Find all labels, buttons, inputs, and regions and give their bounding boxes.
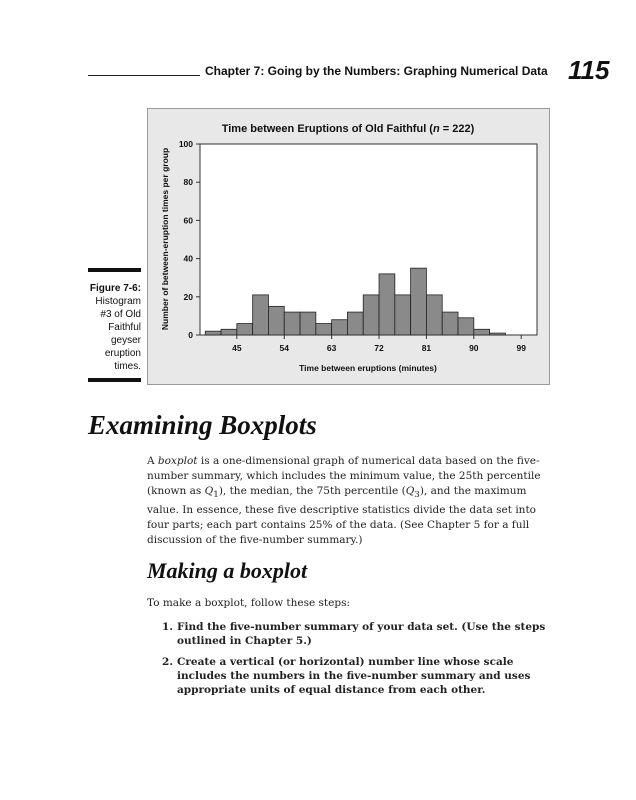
x-tick-label: 45 <box>232 343 242 353</box>
y-tick-label: 60 <box>183 215 193 226</box>
caption-line: #3 of Old <box>100 309 141 320</box>
y-tick-label: 0 <box>188 330 193 340</box>
x-tick-label: 54 <box>279 343 289 353</box>
histogram-bar <box>379 274 395 335</box>
caption-line: eruption <box>104 348 141 359</box>
histogram-bar <box>411 268 427 335</box>
caption-line: Faithful <box>108 322 141 333</box>
histogram-bar <box>332 320 348 335</box>
x-tick-label: 63 <box>326 343 337 353</box>
x-tick-label: 72 <box>374 343 384 353</box>
histogram-bar <box>490 333 506 335</box>
histogram-bar <box>300 312 316 335</box>
x-axis-label: Time between eruptions (minutes) <box>299 363 437 373</box>
step-text: Find the five-number summary of your data set. (Use the steps outlined in Chapter 5.) <box>177 621 546 647</box>
histogram-bar <box>395 295 411 335</box>
histogram-bar <box>237 324 253 335</box>
figure-label: Figure 7-6: <box>89 283 141 294</box>
section-heading: Examining Boxplots <box>88 410 317 440</box>
steps-list <box>147 620 552 704</box>
histogram-bar <box>426 295 442 335</box>
y-tick-label: 100 <box>178 139 193 149</box>
y-tick-label: 80 <box>183 177 193 188</box>
step-item <box>147 655 552 697</box>
chart-title: Time between Eruptions of Old Faithful (n = 222) <box>221 123 475 135</box>
step-item <box>147 620 552 648</box>
figure-caption <box>70 282 141 373</box>
histogram-bar <box>205 331 221 335</box>
histogram-bar <box>458 318 474 335</box>
boxplot-definition-paragraph: A boxplot is a one-dimensional graph of numerical data based on the five-number summary, which includes the minimum value, the 25th percentile (known as $Q_1$), the median, the 75th percentile $(Q_3)$, and the maximum value. In essence, these five descriptive statistics divide the data set into four parts; each part contains 25% of the data. (See Chapter 5 for a full discussion of the five-number summary.) <box>147 455 541 547</box>
y-tick-label: 20 <box>183 291 193 302</box>
caption-bottom-bar <box>88 378 141 382</box>
histogram-bar <box>316 324 332 335</box>
page-number: 115 <box>568 55 610 85</box>
x-tick-label: 99 <box>516 343 526 353</box>
histogram-bar <box>268 306 284 335</box>
y-tick-label: 40 <box>183 253 193 264</box>
caption-top-bar <box>88 268 141 272</box>
caption-line: times. <box>114 361 141 372</box>
step-number: 2. <box>162 656 173 668</box>
header-rule <box>88 75 200 76</box>
subsection-heading: Making a boxplot <box>147 558 308 583</box>
histogram-bar <box>474 329 490 335</box>
histogram-bar <box>253 295 269 335</box>
running-header-title: Chapter 7: Going by the Numbers: Graphing Numerical Data <box>205 64 548 78</box>
histogram-chart <box>148 109 549 384</box>
caption-line: Histogram <box>95 296 141 307</box>
histogram-bar <box>442 312 458 335</box>
x-tick-label: 81 <box>421 343 432 353</box>
x-tick-label: 90 <box>469 343 479 353</box>
steps-intro: To make a boxplot, follow these steps: <box>147 597 351 609</box>
histogram-bar <box>284 312 300 335</box>
histogram-figure <box>147 108 550 385</box>
y-axis-label: Number of between-eruption times per group <box>160 147 170 331</box>
caption-line: geyser <box>110 335 141 346</box>
step-text: Create a vertical (or horizontal) number line whose scale includes the numbers in the five-number summary and uses appropriate units of equal distance from each other. <box>177 656 531 696</box>
histogram-bar <box>347 312 363 335</box>
step-number: 1. <box>162 621 173 633</box>
histogram-bar <box>221 329 237 335</box>
term-boxplot: boxplot <box>157 455 198 467</box>
histogram-bar <box>363 295 379 335</box>
